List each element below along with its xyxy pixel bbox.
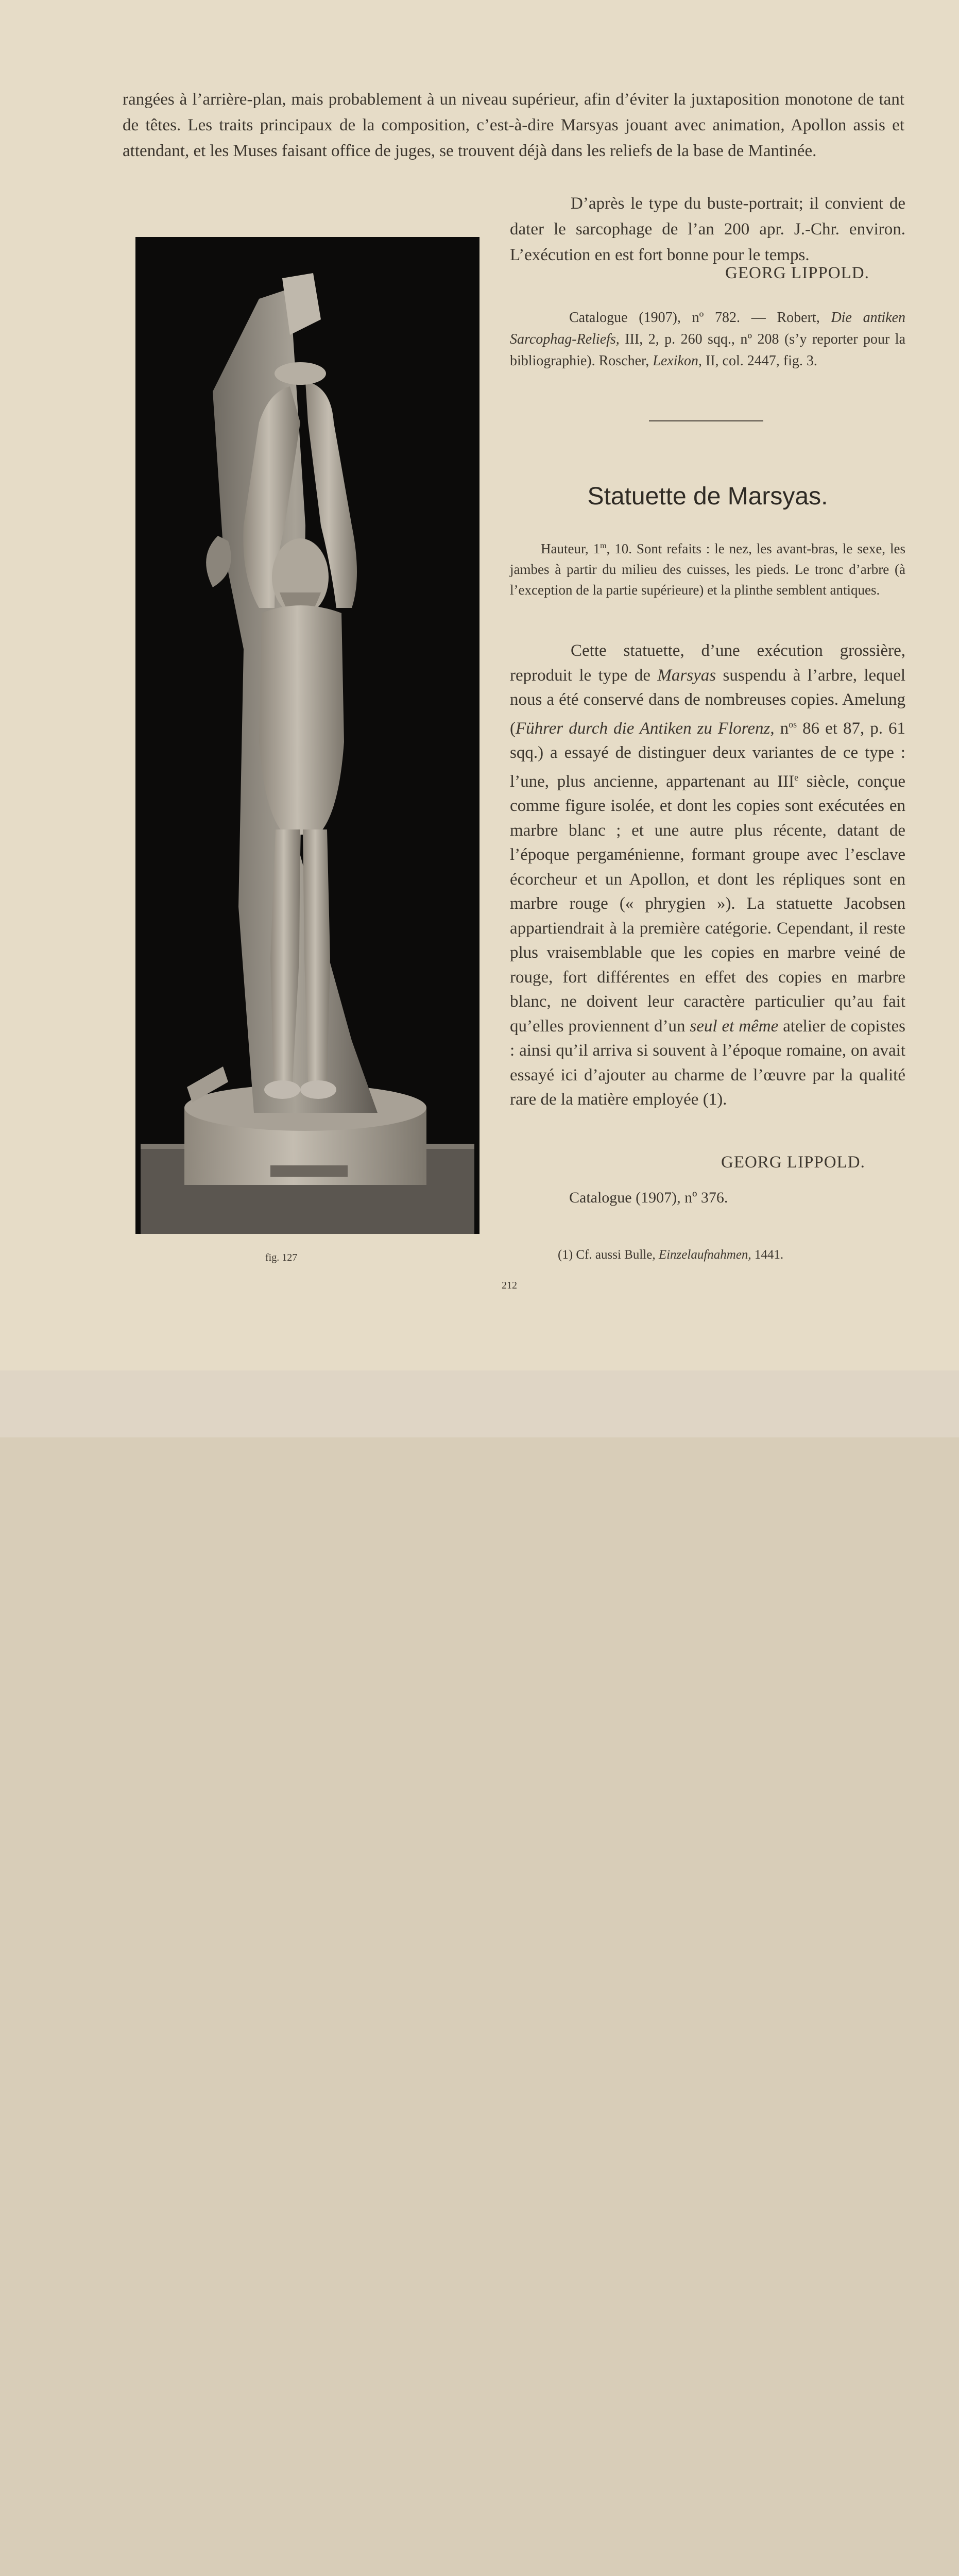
figure-caption: fig. 127 bbox=[265, 1252, 298, 1263]
dating-paragraph: D’après le type du buste-portrait; il convient de dater le sarcophage de l’an 200 apr. J.-Chr. environ. L’exécution en est fort bonne pour le temps. bbox=[510, 194, 905, 264]
marsyas-statue-image bbox=[135, 237, 480, 1234]
author-signature: GEORG LIPPOLD. bbox=[725, 264, 869, 282]
body-paragraph: Cette statuette, d’une exécution grossière, reproduit le type de Marsyas suspendu à l’arbre, lequel nous a été conservé dans de nombreuses copies. Amelung (Führer durch die Antiken zu Florenz, $n^{os}$ 86 et 87, p. 61 sqq.) a essayé de distinguer deux variantes de ce type : l’une, plus ancienne, appartenant au IIIe siècle, conçue comme figure isolée, et dont les copies sont exécutées en marbre blanc ; et une autre plus récente, datant de l’époque pergaménienne, formant groupe avec l’esclave écorcheur et un Apollon, et dont les répliques sont en marbre rouge (« phrygien »). La statuette Jacobsen appartiendrait à la première catégorie. Cependant, il reste plus vraisemblable que les copies en marbre veiné de rouge, fort différentes en effet des copies en marbre blanc, ne doivent leur caractère particulier qu’au fait qu’elles proviennent d’un seul et même atelier de copistes : ainsi qu’il arriva si souvent à l’époque romaine, on avait essayé ici d’ajouter au charme de l’œuvre par la qualité rare de la matière employée (1). bbox=[510, 641, 906, 1109]
section-title: Statuette de Marsyas. bbox=[587, 483, 828, 510]
page-number: 212 bbox=[502, 1280, 517, 1291]
dimensions-note: Hauteur, 1$^m$, 10. Sont refaits : le nez, les avant-bras, le sexe, les jambes à partir du milieu des cuisses, les pieds. Le tronc d’arbre (à l’exception de la partie supérieure) et la plinthe semblent antiques. bbox=[510, 541, 905, 598]
author-signature: GEORG LIPPOLD. bbox=[721, 1153, 865, 1172]
section-divider bbox=[649, 420, 763, 421]
footnote: (1) Cf. aussi Bulle, Einzelaufnahmen, 1441. bbox=[558, 1248, 784, 1262]
catalogue-reference: Catalogue (1907), nº 376. bbox=[569, 1189, 728, 1206]
intro-paragraph: rangées à l’arrière-plan, mais probablement à un niveau supérieur, afin d’éviter la juxtaposition monotone de tant de têtes. Les traits principaux de la composition, c’est-à-dire Marsyas jouant avec animation, Apollon assis et attendant, et les Muses faisant office de juges, se trouvent déjà dans les reliefs de la base de Mantinée. bbox=[123, 90, 904, 160]
statue-photograph bbox=[135, 237, 480, 1234]
digitization-footer bbox=[0, 1370, 959, 1437]
catalogue-reference: Catalogue (1907), nº 782. — Robert, Die antiken Sarcophag-Reliefs, III, 2, p. 260 sqq., nº 208 (s’y reporter pour la bibliographie). Roscher, Lexikon, II, col. 2447, fig. 3. bbox=[510, 310, 906, 369]
